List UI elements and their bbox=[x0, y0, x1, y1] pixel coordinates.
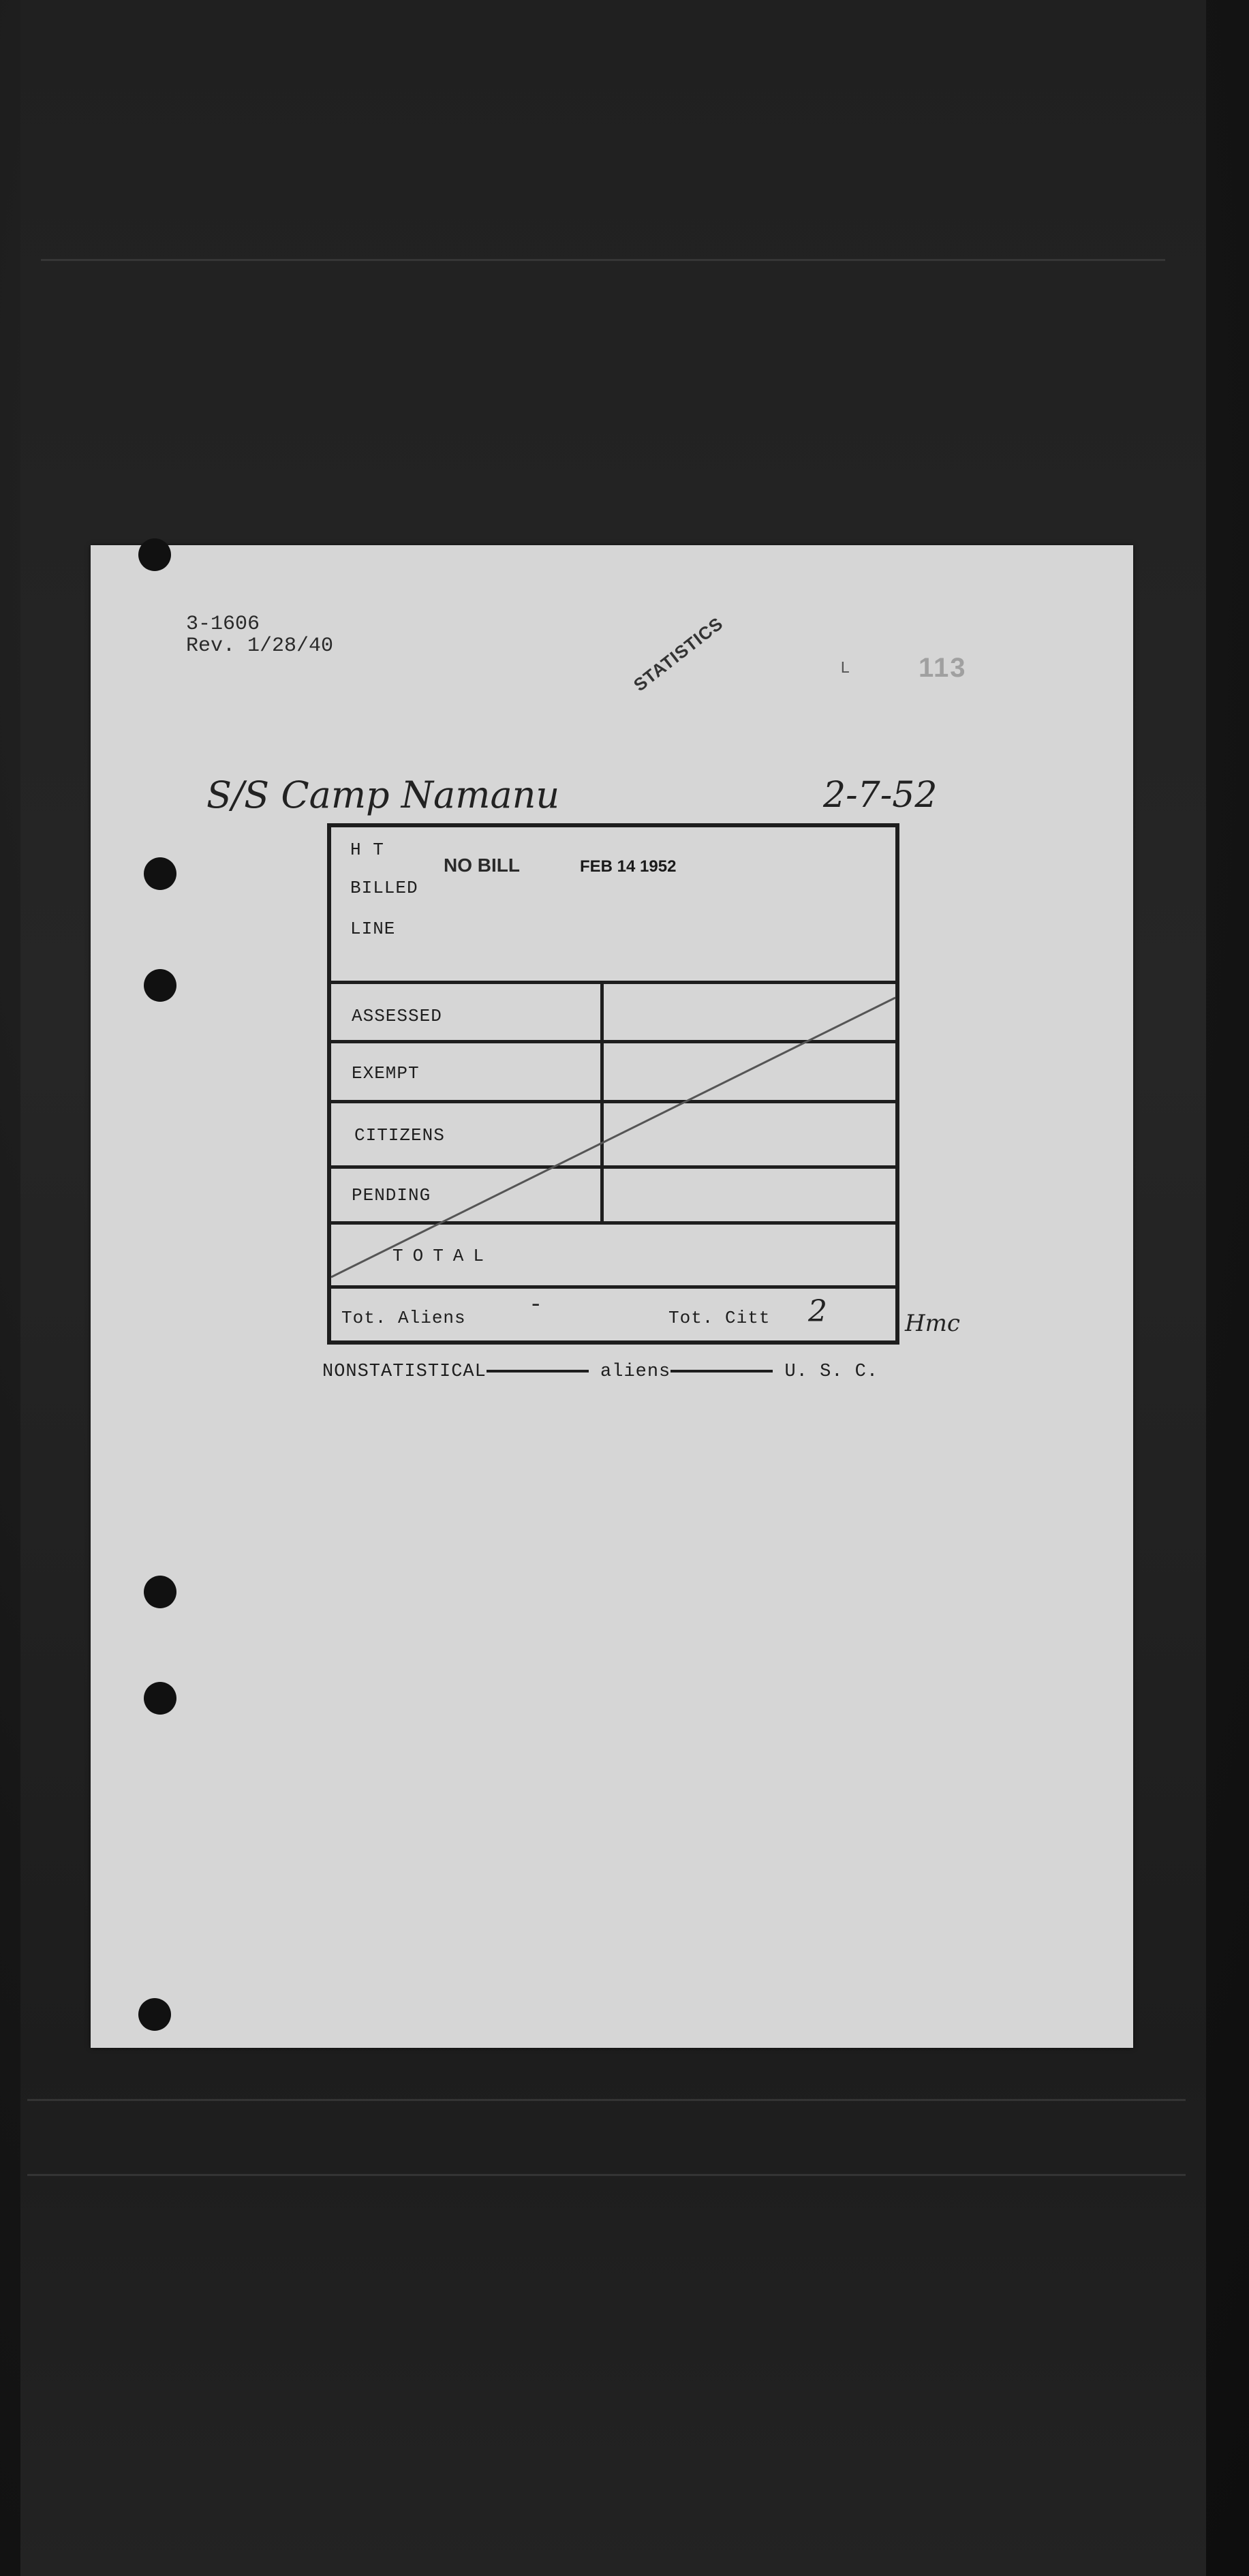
punch-hole bbox=[138, 538, 171, 571]
form-code-block bbox=[186, 613, 333, 657]
nonstatistical-label: NONSTATISTICAL bbox=[322, 1362, 487, 1382]
page-number: 113 bbox=[919, 653, 967, 683]
fill-line bbox=[670, 1370, 773, 1373]
punch-hole bbox=[144, 1576, 176, 1608]
punch-hole bbox=[138, 1998, 171, 2031]
no-bill-stamp: NO BILL bbox=[444, 855, 520, 876]
total-label: TOTAL bbox=[392, 1246, 494, 1266]
handwritten-date: 2-7-52 bbox=[823, 775, 938, 816]
form-code: 3-1606 bbox=[186, 613, 260, 636]
total-aliens-label: Tot. Aliens bbox=[341, 1308, 466, 1328]
fill-line bbox=[487, 1370, 589, 1373]
exempt-label: EXEMPT bbox=[352, 1063, 420, 1084]
total-citizens-label: Tot. Citt bbox=[668, 1308, 771, 1328]
usc-label: U. S. C. bbox=[784, 1362, 879, 1382]
punch-hole bbox=[144, 857, 176, 890]
tick-mark: L bbox=[840, 660, 850, 678]
aliens-label: aliens bbox=[600, 1362, 671, 1382]
punch-hole bbox=[144, 1682, 176, 1715]
statistics-stamp: STATISTICS bbox=[629, 613, 727, 696]
punch-hole bbox=[144, 969, 176, 1002]
frame-edge-line bbox=[27, 2174, 1186, 2176]
ht-label: H T bbox=[350, 840, 384, 860]
assessed-label: ASSESSED bbox=[352, 1006, 442, 1026]
document-page bbox=[91, 545, 1133, 2048]
frame-edge-line bbox=[27, 2099, 1186, 2101]
total-citizens-value: 2 bbox=[808, 1294, 827, 1329]
received-date-stamp: FEB 14 1952 bbox=[580, 857, 677, 876]
nonstatistical-row bbox=[322, 1362, 878, 1382]
handwritten-initials: Hmc bbox=[905, 1310, 960, 1337]
total-aliens-value: - bbox=[529, 1293, 543, 1319]
pending-label: PENDING bbox=[352, 1185, 431, 1206]
statistics-form bbox=[327, 823, 899, 1345]
cancel-diagonal-line bbox=[331, 827, 904, 1349]
billed-label: BILLED bbox=[350, 878, 418, 898]
ship-name: S/S Camp Namanu bbox=[206, 773, 560, 816]
form-revision: Rev. 1/28/40 bbox=[186, 634, 334, 658]
frame-edge-line bbox=[41, 259, 1165, 261]
citizens-label: CITIZENS bbox=[354, 1125, 445, 1146]
line-label: LINE bbox=[350, 919, 396, 939]
